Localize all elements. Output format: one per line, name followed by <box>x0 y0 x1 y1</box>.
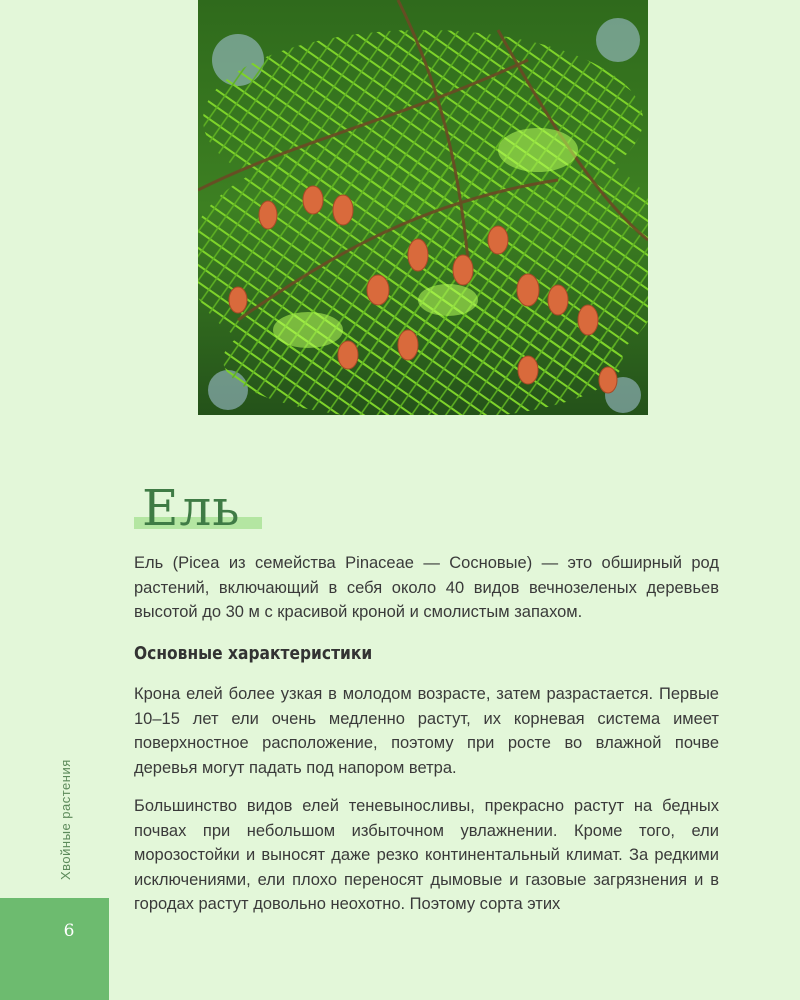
spruce-photo <box>198 0 648 415</box>
page-number: 6 <box>63 921 75 941</box>
page-title: Ель <box>142 479 241 537</box>
title-block <box>134 478 240 538</box>
body-paragraph: Крона елей более узкая в молодом возрасте, затем разрастается. Первые 10–15 лет ели очень медленно растут, их корневая система имеет поверхностное расположение, поэтому при росте во влажной почве деревья могут падать под напором ветра. <box>134 685 719 777</box>
section-heading: Основные характеристики <box>134 643 373 664</box>
body-paragraph: Большинство видов елей теневыносливы, прекрасно растут на бедных почвах при небольшом избыточном увлажнении. Кроме того, ели морозостойки и выносят даже резко континентальный климат. За редкими исключениями, ели плохо переносят дымовые и газовые загрязнения и в городах растут довольно неохотно. Поэтому сорта этих <box>134 797 719 913</box>
intro-paragraph: Ель (Picea из семейства Pinaceae — Сосновые) — это обширный род растений, включающий в себя около 40 видов вечнозеленых деревьев высотой до 30 м с красивой кроной и смолистым запахом. <box>134 554 719 621</box>
page-number-box <box>0 898 109 1000</box>
section-side-label: Хвойные растения <box>58 759 73 880</box>
